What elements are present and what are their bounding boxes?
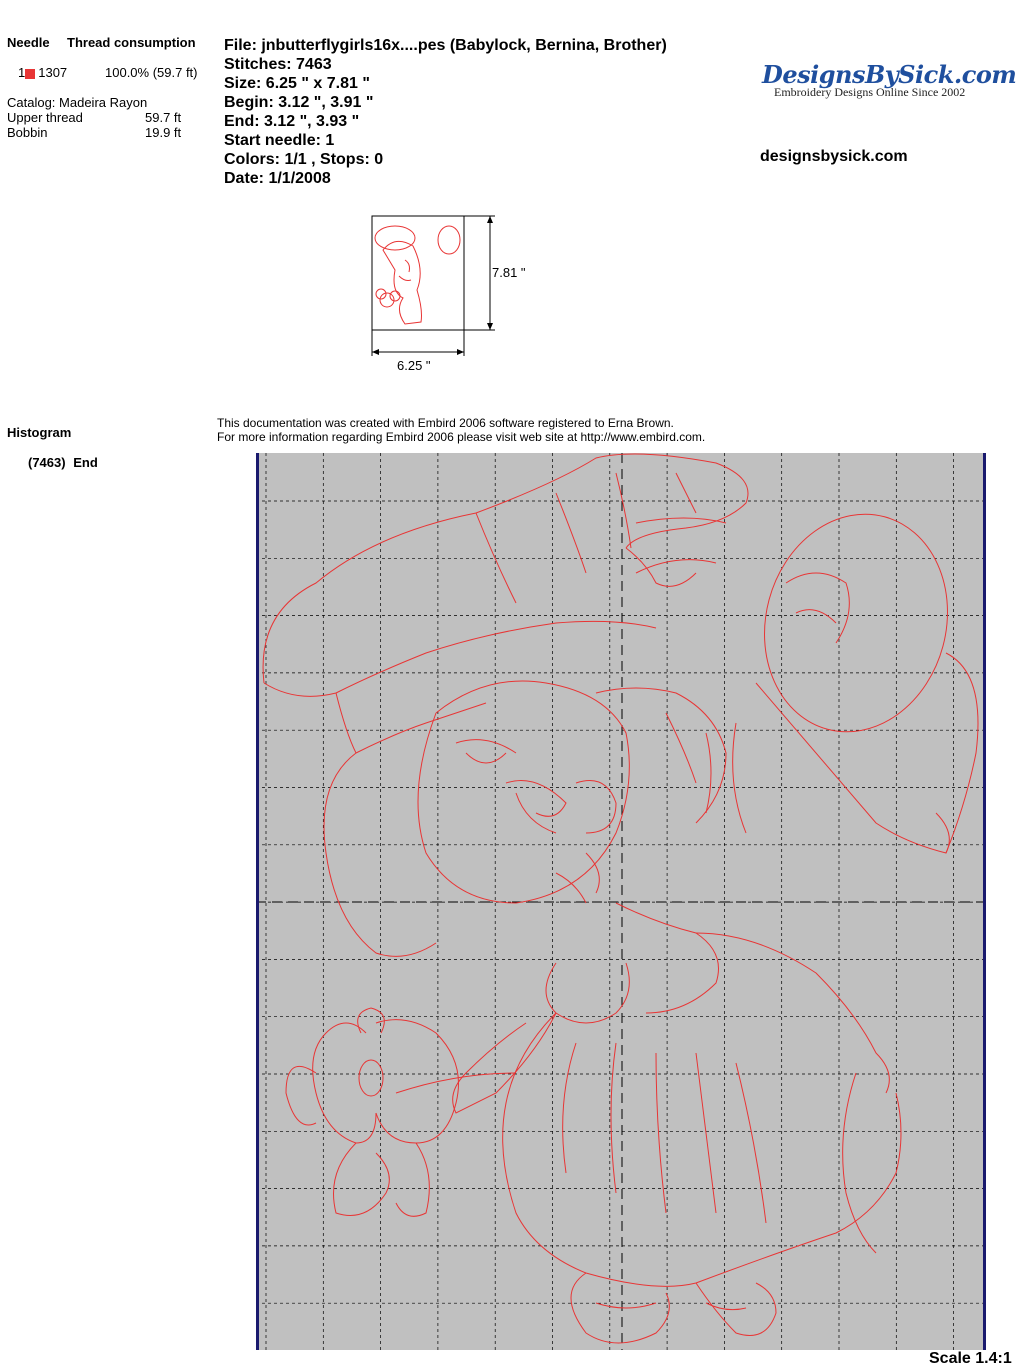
needle-number: 1 bbox=[18, 65, 26, 80]
colors-stops: Colors: 1/1 , Stops: 0 bbox=[224, 151, 384, 168]
needle-row bbox=[18, 65, 67, 80]
file-info bbox=[224, 36, 667, 188]
upper-thread-value: 59.7 ft bbox=[145, 110, 182, 125]
histogram-title: Histogram bbox=[7, 425, 72, 440]
begin: Begin: 3.12 ", 3.91 " bbox=[224, 94, 374, 111]
end: End: 3.12 ", 3.93 " bbox=[224, 113, 360, 130]
bobbin-label: Bobbin bbox=[7, 125, 48, 140]
thread-color-swatch bbox=[25, 69, 35, 79]
thumbnail-height-label: 7.81 " bbox=[492, 265, 526, 280]
date: Date: 1/1/2008 bbox=[224, 170, 331, 187]
thread-percent: 100.0% (59.7 ft) bbox=[105, 65, 198, 80]
brand-site: designsbysick.com bbox=[760, 148, 908, 165]
upper-thread-label: Upper thread bbox=[7, 110, 83, 125]
thread-consumption-header: Thread consumption bbox=[67, 35, 196, 50]
needle-header: Needle bbox=[7, 35, 50, 50]
file-name: File: jnbutterflygirls16x....pes (Babylock, Bernina, Brother) bbox=[224, 37, 667, 54]
brand-logo bbox=[762, 60, 1017, 100]
credits-line-2: For more information regarding Embird 2006 please visit web site at http://www.embird.com. bbox=[217, 430, 706, 444]
histogram-entry bbox=[28, 455, 98, 470]
thumbnail-width-label: 6.25 " bbox=[397, 358, 431, 373]
start-needle: Start needle: 1 bbox=[224, 132, 335, 149]
size: Size: 6.25 " x 7.81 " bbox=[224, 75, 370, 92]
scale-label: Scale 1.4:1 bbox=[929, 1350, 1012, 1367]
credits-line-1: This documentation was created with Embird 2006 software registered to Erna Brown. bbox=[217, 416, 674, 430]
stitches: Stitches: 7463 bbox=[224, 56, 332, 73]
histogram-end: End bbox=[73, 455, 98, 470]
catalog-label: Catalog: Madeira Rayon bbox=[7, 95, 148, 110]
histogram-count: (7463) bbox=[28, 455, 66, 470]
logo-wordmark: DesignsBySick.com bbox=[762, 60, 1017, 89]
design-thumbnail bbox=[365, 210, 545, 380]
design-preview bbox=[256, 453, 986, 1350]
credits bbox=[217, 416, 705, 444]
grid-background bbox=[256, 453, 986, 1350]
thread-code: 1307 bbox=[38, 65, 68, 80]
logo-tagline: Embroidery Designs Online Since 2002 bbox=[774, 85, 966, 99]
bobbin-value: 19.9 ft bbox=[145, 125, 182, 140]
